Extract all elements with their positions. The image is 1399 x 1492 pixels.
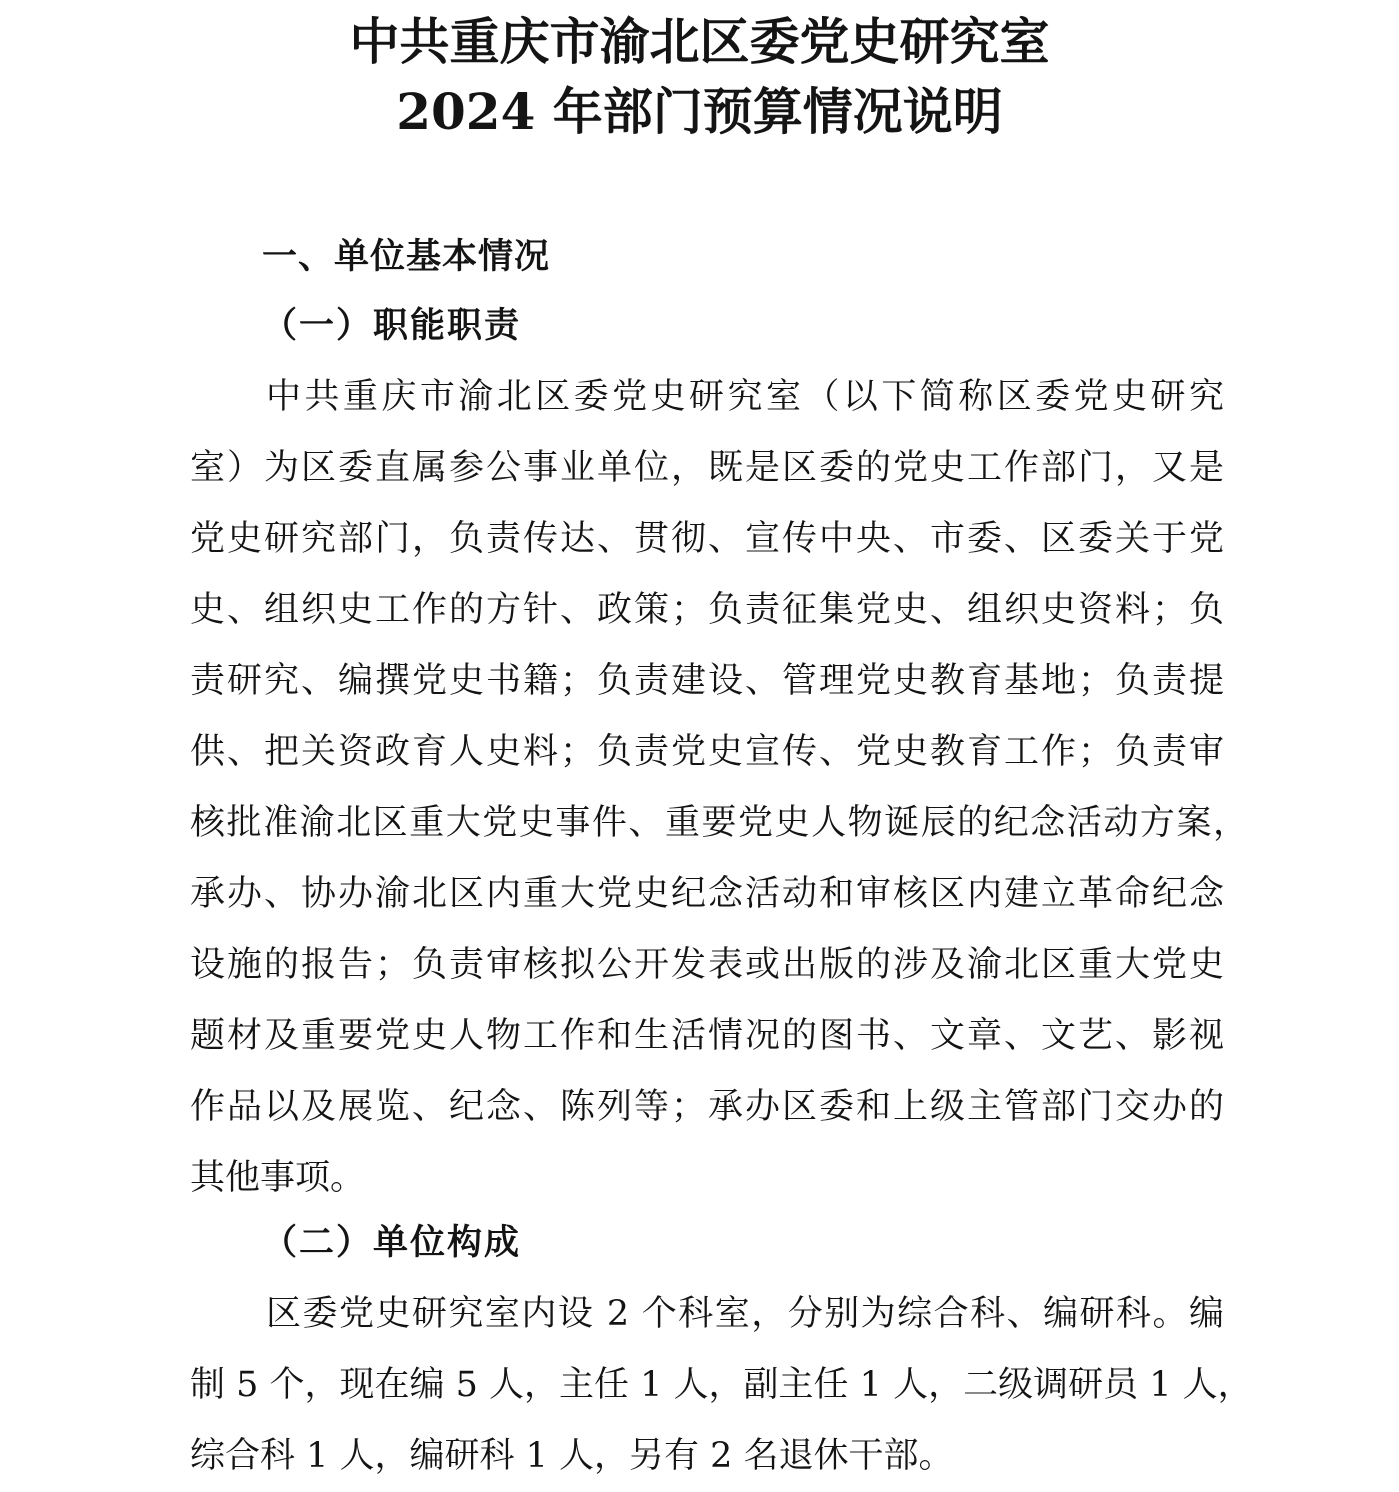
section-heading-basic-info: 一、单位基本情况 xyxy=(262,236,551,277)
paragraph-line: 中共重庆市渝北区委党史研究室（以下简称区委党史研究 xyxy=(266,377,1224,417)
paragraph-line: 供、把关资政育人史料；负责党史宣传、党史教育工作；负责审 xyxy=(190,732,1224,772)
document-title-line-1: 中共重庆市渝北区委党史研究室 xyxy=(349,12,1050,71)
paragraph-composition xyxy=(190,1279,1253,1492)
paragraph-line: 史、组织史工作的方针、政策；负责征集党史、组织史资料；负 xyxy=(190,590,1224,630)
paragraph-line: 党史研究部门，负责传达、贯彻、宣传中央、市委、区委关于党 xyxy=(190,519,1224,559)
paragraph-line: 制 5 个，现在编 5 人，主任 1 人，副主任 1 人，二级调研员 1 人， xyxy=(190,1365,1253,1405)
paragraph-line: 区委党史研究室内设 2 个科室，分别为综合科、编研科。编 xyxy=(266,1294,1224,1334)
paragraph-line: 其他事项。 xyxy=(190,1158,366,1198)
paragraph-line: 责研究、编撰党史书籍；负责建设、管理党史教育基地；负责提 xyxy=(190,661,1224,701)
paragraph-line: 综合科 1 人，编研科 1 人，另有 2 名退休干部。 xyxy=(190,1436,954,1476)
paragraph-line: 核批准渝北区重大党史事件、重要党史人物诞辰的纪念活动方案， xyxy=(190,803,1248,843)
subsection-heading-functions: （一）职能职责 xyxy=(262,305,522,346)
document-title-line-2: 2024 年部门预算情况说明 xyxy=(396,82,1003,141)
paragraph-line: 题材及重要党史人物工作和生活情况的图书、文章、文艺、影视 xyxy=(190,1016,1224,1056)
paragraph-functions xyxy=(190,362,1250,1214)
paragraph-line: 作品以及展览、纪念、陈列等；承办区委和上级主管部门交办的 xyxy=(190,1087,1224,1127)
subsection-heading-composition: （二）单位构成 xyxy=(262,1222,522,1263)
paragraph-line: 室）为区委直属参公事业单位，既是区委的党史工作部门，又是 xyxy=(190,448,1224,488)
paragraph-line: 设施的报告；负责审核拟公开发表或出版的涉及渝北区重大党史 xyxy=(190,945,1224,985)
paragraph-line: 承办、协办渝北区内重大党史纪念活动和审核区内建立革命纪念 xyxy=(190,874,1224,914)
